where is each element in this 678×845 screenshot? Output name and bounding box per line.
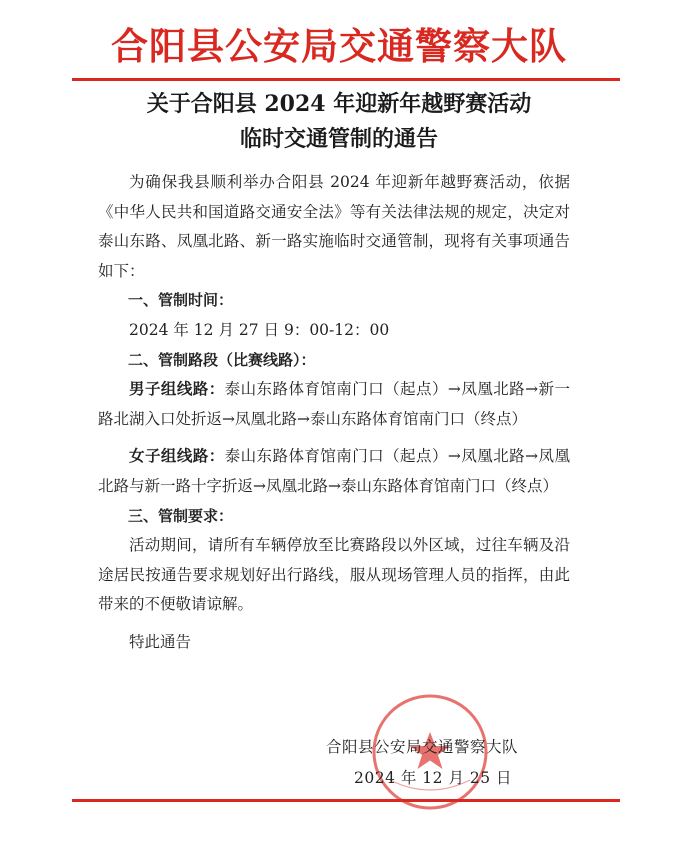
women-route-label: 女子组线路： <box>129 447 225 466</box>
intro-paragraph: 为确保我县顺利举办合阳县 2024 年迎新年越野赛活动，依据《中华人民共和国道路交通安全法》等有关法律法规的规定，决定对泰山东路、凤凰北路、新一路实施临时交通管制，现将有关事项通告如下： <box>98 173 570 280</box>
men-route-paragraph <box>98 375 570 434</box>
section-2-heading: 二、管制路段（比赛线路）： <box>128 350 316 369</box>
men-route-label: 男子组线路： <box>129 380 225 399</box>
signature-organization: 合阳县公安局交通警察大队 <box>326 738 519 756</box>
signature-date: 2024 年 12 月 25 日 <box>354 769 513 787</box>
notice-title-line-1: 关于合阳县 2024 年迎新年越野赛活动 <box>146 91 532 117</box>
header-red-rule <box>72 78 620 81</box>
issuing-authority-header: 合阳县公安局交通警察大队 <box>111 24 567 68</box>
closing-text: 特此通告 <box>129 632 192 651</box>
requirements-paragraph: 活动期间，请所有车辆停放至比赛路段以外区域，过往车辆及沿途居民按通告要求规划好出行路线，服从现场管理人员的指挥，由此带来的不便敬请谅解。 <box>98 536 570 614</box>
control-time: 2024 年 12 月 27 日 9：00-12：00 <box>129 320 390 339</box>
notice-body <box>98 168 570 658</box>
notice-title-line-2: 临时交通管制的通告 <box>239 126 438 152</box>
section-3-heading: 三、管制要求： <box>128 506 234 525</box>
section-1-heading: 一、管制时间： <box>128 291 234 310</box>
women-route-text: 泰山东路体育馆南门口（起点）→凤凰北路→凤凰北路与新一路十字折返→凤凰北路→泰山东路体育馆南门口（终点） <box>98 447 570 495</box>
women-route-paragraph <box>98 442 570 501</box>
footer-red-rule <box>72 799 620 802</box>
men-route-text: 泰山东路体育馆南门口（起点）→凤凰北路→新一路北湖入口处折返→凤凰北路→泰山东路体育馆南门口（终点） <box>98 380 570 428</box>
